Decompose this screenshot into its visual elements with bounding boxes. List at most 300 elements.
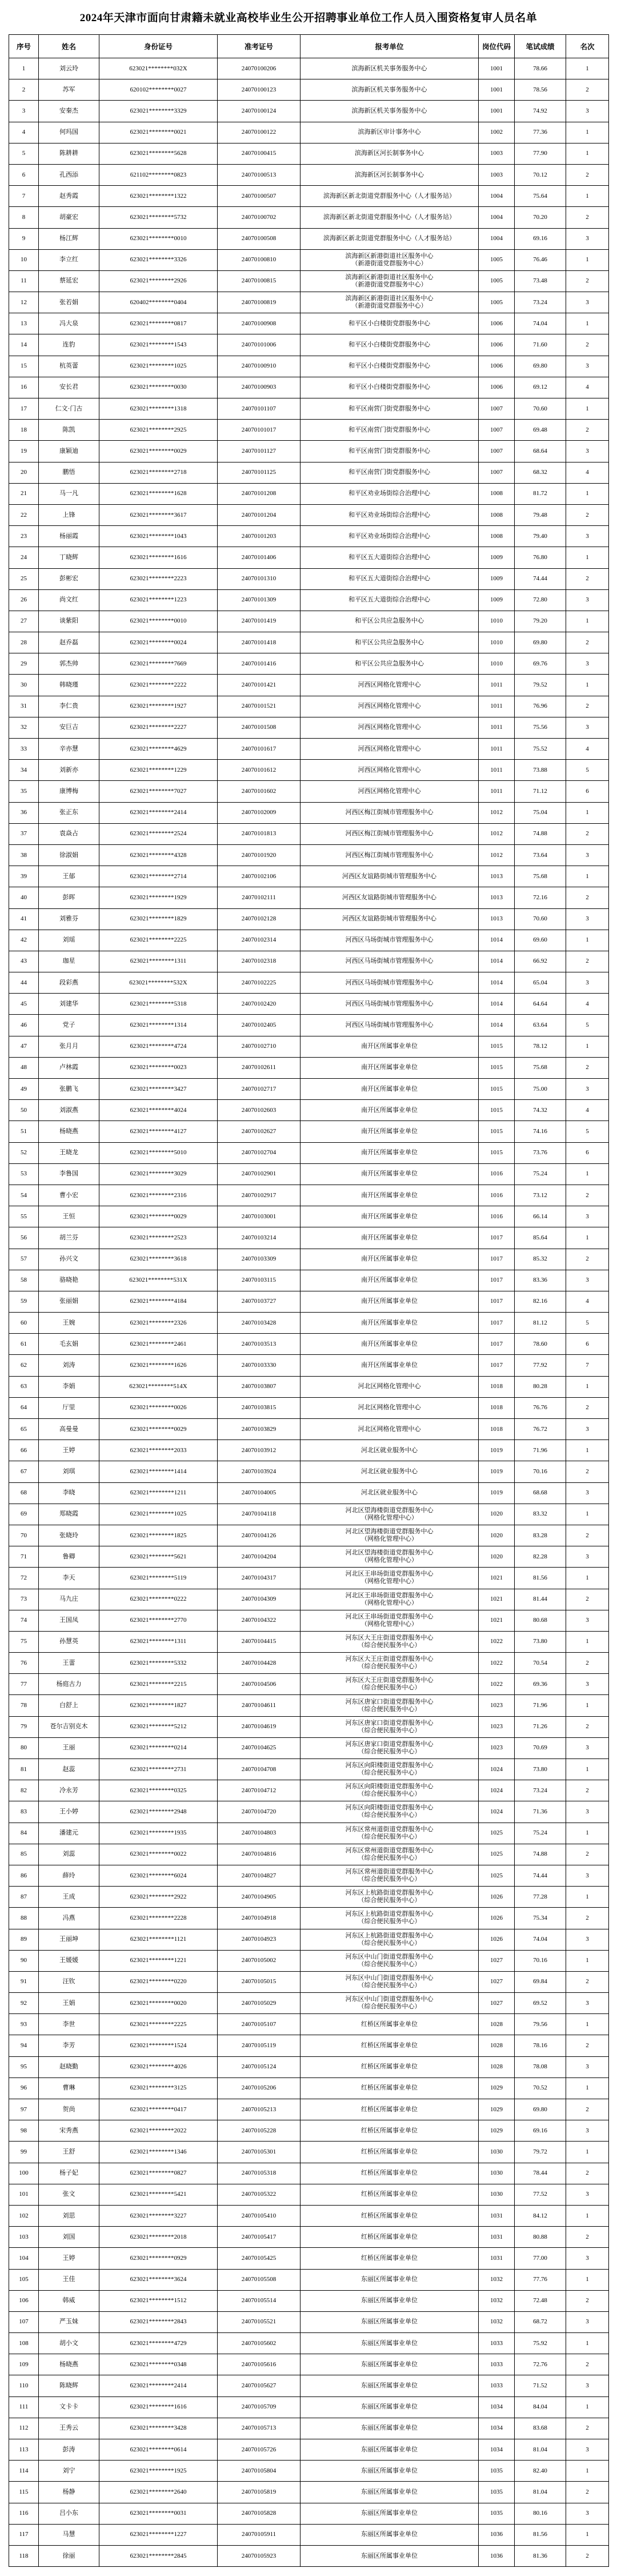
cell-rank: 1 <box>566 1950 609 1971</box>
cell-id: 623021********4184 <box>99 1291 218 1312</box>
cell-exam-no: 24070101813 <box>218 823 301 844</box>
cell-id: 623021********5119 <box>99 1568 218 1589</box>
cell-rank: 2 <box>566 568 609 589</box>
cell-id: 623021********2228 <box>99 1908 218 1929</box>
table-row <box>9 1908 609 1929</box>
cell-no: 36 <box>9 802 39 823</box>
table-row <box>9 2248 609 2269</box>
cell-score: 73.24 <box>515 292 566 313</box>
cell-id: 623021********0817 <box>99 313 218 334</box>
cell-exam-no: 24070102710 <box>218 1036 301 1057</box>
cell-post-code: 1011 <box>479 781 515 802</box>
cell-rank: 1 <box>566 1695 609 1716</box>
cell-id: 623021********1025 <box>99 356 218 377</box>
cell-no: 2 <box>9 79 39 101</box>
cell-score: 70.69 <box>515 1737 566 1758</box>
cell-rank: 3 <box>566 1482 609 1504</box>
cell-exam-no: 24070104118 <box>218 1504 301 1525</box>
cell-score: 69.80 <box>515 2099 566 2120</box>
cell-unit: 河东区常州道街道党群服务中心 （综合便民服务中心） <box>301 1865 479 1886</box>
cell-rank: 3 <box>566 972 609 994</box>
table-row <box>9 398 609 420</box>
cell-exam-no: 24070105923 <box>218 2545 301 2566</box>
table-row <box>9 2439 609 2461</box>
cell-id: 623021********3617 <box>99 504 218 525</box>
table-row <box>9 79 609 101</box>
cell-unit: 河东区大王庄街道党群服务中心 （综合便民服务中心） <box>301 1653 479 1674</box>
table-row <box>9 1993 609 2014</box>
table-row <box>9 504 609 525</box>
cell-score: 70.20 <box>515 207 566 228</box>
cell-id: 623021********4024 <box>99 1100 218 1121</box>
cell-no: 98 <box>9 2120 39 2142</box>
cell-rank: 3 <box>566 908 609 930</box>
table-row <box>9 1865 609 1886</box>
cell-name: 刘蕊 <box>39 1844 99 1865</box>
cell-name: 刘云玲 <box>39 58 99 79</box>
cell-name: 安长君 <box>39 377 99 398</box>
cell-no: 23 <box>9 526 39 547</box>
cell-name: 张丽娟 <box>39 1291 99 1312</box>
cell-id: 623021********5318 <box>99 994 218 1015</box>
cell-no: 110 <box>9 2375 39 2396</box>
table-row <box>9 1716 609 1737</box>
cell-no: 85 <box>9 1844 39 1865</box>
cell-name: 张正东 <box>39 802 99 823</box>
cell-score: 70.52 <box>515 2077 566 2099</box>
cell-score: 71.12 <box>515 781 566 802</box>
cell-score: 81.12 <box>515 1313 566 1334</box>
cell-score: 82.16 <box>515 1291 566 1312</box>
cell-score: 76.76 <box>515 1397 566 1418</box>
cell-name: 鹏悟 <box>39 462 99 483</box>
cell-score: 70.60 <box>515 398 566 420</box>
cell-no: 74 <box>9 1610 39 1631</box>
cell-unit: 河西区马场街城市管理服务中心 <box>301 1015 479 1036</box>
cell-post-code: 1018 <box>479 1376 515 1397</box>
table-row <box>9 2396 609 2418</box>
cell-exam-no: 24070100513 <box>218 164 301 185</box>
cell-rank: 2 <box>566 1249 609 1270</box>
cell-id: 623021********532X <box>99 972 218 994</box>
cell-no: 55 <box>9 1206 39 1227</box>
cell-unit: 南开区所属事业单位 <box>301 1057 479 1078</box>
cell-name: 彭彬宏 <box>39 568 99 589</box>
cell-exam-no: 24070103513 <box>218 1334 301 1355</box>
table-row <box>9 334 609 356</box>
cell-name: 赵秀霞 <box>39 186 99 207</box>
cell-rank: 1 <box>566 866 609 887</box>
table-row <box>9 547 609 568</box>
cell-rank: 1 <box>566 1376 609 1397</box>
cell-score: 81.04 <box>515 2482 566 2503</box>
cell-name: 珈星 <box>39 951 99 972</box>
cell-name: 吕小东 <box>39 2503 99 2524</box>
cell-unit: 南开区所属事业单位 <box>301 1249 479 1270</box>
cell-rank: 1 <box>566 2524 609 2545</box>
table-row <box>9 313 609 334</box>
cell-name: 韩威 <box>39 2290 99 2311</box>
cell-exam-no: 24070104720 <box>218 1801 301 1823</box>
cell-score: 76.46 <box>515 249 566 270</box>
table-row <box>9 2461 609 2482</box>
table-row <box>9 760 609 781</box>
table-row <box>9 1057 609 1078</box>
cell-exam-no: 24070103829 <box>218 1419 301 1440</box>
cell-post-code: 1025 <box>479 1865 515 1886</box>
cell-post-code: 1025 <box>479 1844 515 1865</box>
cell-post-code: 1017 <box>479 1249 515 1270</box>
cell-no: 67 <box>9 1461 39 1482</box>
cell-post-code: 1008 <box>479 526 515 547</box>
cell-unit: 河西区友谊路街城市管理服务中心 <box>301 887 479 908</box>
table-row <box>9 207 609 228</box>
cell-unit: 东丽区所属事业单位 <box>301 2375 479 2396</box>
cell-post-code: 1014 <box>479 930 515 951</box>
cell-id: 623021********3428 <box>99 2418 218 2439</box>
cell-name: 王婷 <box>39 2248 99 2269</box>
cell-score: 75.68 <box>515 866 566 887</box>
cell-score: 72.16 <box>515 887 566 908</box>
cell-unit: 和平区小白楼街党群服务中心 <box>301 377 479 398</box>
cell-post-code: 1028 <box>479 2014 515 2035</box>
cell-name: 李世 <box>39 2014 99 2035</box>
cell-exam-no: 24070101416 <box>218 653 301 675</box>
cell-rank: 2 <box>566 2545 609 2566</box>
table-row <box>9 2354 609 2375</box>
cell-rank: 4 <box>566 739 609 760</box>
cell-post-code: 1004 <box>479 207 515 228</box>
cell-post-code: 1015 <box>479 1079 515 1100</box>
cell-score: 69.12 <box>515 377 566 398</box>
cell-rank: 4 <box>566 377 609 398</box>
cell-unit: 滨海新区审计事务中心 <box>301 122 479 143</box>
cell-unit: 和平区小白楼街党群服务中心 <box>301 313 479 334</box>
cell-unit: 河西区马场街城市管理服务中心 <box>301 930 479 951</box>
table-row <box>9 1419 609 1440</box>
cell-id: 623021********1929 <box>99 887 218 908</box>
cell-exam-no: 24070102318 <box>218 951 301 972</box>
cell-no: 34 <box>9 760 39 781</box>
table-row <box>9 1610 609 1631</box>
cell-post-code: 1001 <box>479 79 515 101</box>
table-row <box>9 908 609 930</box>
cell-exam-no: 24070101006 <box>218 334 301 356</box>
cell-rank: 2 <box>566 1461 609 1482</box>
cell-score: 83.28 <box>515 1525 566 1546</box>
cell-exam-no: 24070105726 <box>218 2439 301 2461</box>
cell-unit: 南开区所属事业单位 <box>301 1206 479 1227</box>
cell-name: 彭晖 <box>39 887 99 908</box>
cell-no: 112 <box>9 2418 39 2439</box>
cell-no: 117 <box>9 2524 39 2545</box>
cell-score: 75.52 <box>515 739 566 760</box>
cell-rank: 1 <box>566 2269 609 2290</box>
cell-post-code: 1023 <box>479 1695 515 1716</box>
cell-rank: 1 <box>566 930 609 951</box>
cell-id: 623021********3618 <box>99 1249 218 1270</box>
cell-no: 11 <box>9 270 39 292</box>
cell-unit: 东丽区所属事业单位 <box>301 2354 479 2375</box>
cell-score: 68.72 <box>515 2311 566 2332</box>
cell-rank: 3 <box>566 1865 609 1886</box>
cell-post-code: 1017 <box>479 1334 515 1355</box>
cell-score: 72.48 <box>515 2290 566 2311</box>
table-row <box>9 2142 609 2163</box>
cell-unit: 河西区网格化管理中心 <box>301 717 479 738</box>
cell-no: 116 <box>9 2503 39 2524</box>
cell-post-code: 1026 <box>479 1908 515 1929</box>
cell-score: 82.40 <box>515 2461 566 2482</box>
cell-no: 114 <box>9 2461 39 2482</box>
cell-rank: 3 <box>566 526 609 547</box>
cell-exam-no: 24070101203 <box>218 526 301 547</box>
cell-exam-no: 24070102704 <box>218 1142 301 1163</box>
cell-id: 623021********4026 <box>99 2056 218 2077</box>
cell-rank: 1 <box>566 1163 609 1185</box>
cell-rank: 3 <box>566 653 609 675</box>
cell-score: 73.76 <box>515 1142 566 1163</box>
cell-no: 30 <box>9 675 39 696</box>
cell-unit: 河东区向阳楼街道党群服务中心 （综合便民服务中心） <box>301 1759 479 1780</box>
cell-no: 59 <box>9 1291 39 1312</box>
cell-id: 620402********0404 <box>99 292 218 313</box>
cell-unit: 河西区马场街城市管理服务中心 <box>301 972 479 994</box>
cell-exam-no: 24070105206 <box>218 2077 301 2099</box>
cell-score: 76.96 <box>515 696 566 717</box>
cell-rank: 2 <box>566 2035 609 2056</box>
cell-id: 623021********3029 <box>99 1163 218 1185</box>
cell-post-code: 1028 <box>479 2035 515 2056</box>
cell-name: 安巨吉 <box>39 717 99 738</box>
cell-no: 54 <box>9 1185 39 1206</box>
cell-id: 623021********514X <box>99 1376 218 1397</box>
cell-name: 冷永芳 <box>39 1780 99 1801</box>
cell-rank: 2 <box>566 504 609 525</box>
cell-post-code: 1026 <box>479 1887 515 1908</box>
cell-score: 84.04 <box>515 2396 566 2418</box>
cell-score: 79.48 <box>515 504 566 525</box>
cell-unit: 滨海新区机关事务服务中心 <box>301 101 479 122</box>
cell-name: 汪钦 <box>39 1971 99 1992</box>
cell-post-code: 1011 <box>479 675 515 696</box>
table-row <box>9 632 609 653</box>
cell-rank: 1 <box>566 1631 609 1652</box>
cell-id: 623021********1925 <box>99 2461 218 2482</box>
cell-id: 621102********0823 <box>99 164 218 185</box>
cell-rank: 4 <box>566 994 609 1015</box>
cell-exam-no: 24070103115 <box>218 1270 301 1291</box>
cell-no: 94 <box>9 2035 39 2056</box>
cell-name: 曹小宏 <box>39 1185 99 1206</box>
cell-score: 70.54 <box>515 1653 566 1674</box>
cell-post-code: 1005 <box>479 249 515 270</box>
cell-exam-no: 24070104905 <box>218 1887 301 1908</box>
cell-post-code: 1020 <box>479 1525 515 1546</box>
cell-rank: 1 <box>566 802 609 823</box>
cell-id: 623021********3624 <box>99 2269 218 2290</box>
cell-exam-no: 24070104506 <box>218 1674 301 1695</box>
cell-no: 64 <box>9 1397 39 1418</box>
cell-score: 73.12 <box>515 1185 566 1206</box>
cell-no: 75 <box>9 1631 39 1652</box>
cell-score: 71.52 <box>515 2375 566 2396</box>
cell-unit: 河东区唐家口街道党群服务中心 （综合便民服务中心） <box>301 1737 479 1758</box>
cell-name: 李晓 <box>39 1482 99 1504</box>
cell-name: 马慧 <box>39 2524 99 2545</box>
cell-rank: 2 <box>566 1844 609 1865</box>
cell-no: 19 <box>9 441 39 462</box>
cell-exam-no: 24070105015 <box>218 1971 301 1992</box>
cell-id: 623021********1626 <box>99 1355 218 1376</box>
cell-id: 623021********2731 <box>99 1759 218 1780</box>
cell-rank: 2 <box>566 1908 609 1929</box>
cell-name: 刘淑燕 <box>39 1100 99 1121</box>
cell-id: 623021********1829 <box>99 908 218 930</box>
cell-no: 102 <box>9 2205 39 2226</box>
cell-score: 74.44 <box>515 1865 566 1886</box>
cell-unit: 和平区公共应急服务中心 <box>301 611 479 632</box>
cell-post-code: 1001 <box>479 101 515 122</box>
cell-id: 623021********5332 <box>99 1653 218 1674</box>
cell-score: 83.36 <box>515 1270 566 1291</box>
cell-name: 胡兰芬 <box>39 1227 99 1249</box>
cell-unit: 河北区望海楼街道党群服务中心 （网格化管理中心） <box>301 1504 479 1525</box>
cell-id: 623021********531X <box>99 1270 218 1291</box>
cell-score: 76.72 <box>515 1419 566 1440</box>
cell-no: 96 <box>9 2077 39 2099</box>
cell-unit: 东丽区所属事业单位 <box>301 2333 479 2354</box>
cell-exam-no: 24070103815 <box>218 1397 301 1418</box>
table-row <box>9 2290 609 2311</box>
cell-unit: 和平区五大道街综合治理中心 <box>301 589 479 611</box>
cell-unit: 河东区唐家口街道党群服务中心 （综合便民服务中心） <box>301 1695 479 1716</box>
cell-post-code: 1015 <box>479 1121 515 1142</box>
table-row <box>9 951 609 972</box>
cell-no: 26 <box>9 589 39 611</box>
cell-unit: 河北区就业服务中心 <box>301 1482 479 1504</box>
cell-unit: 河西区梅江街城市管理服务中心 <box>301 802 479 823</box>
cell-rank: 1 <box>566 1759 609 1780</box>
table-row <box>9 483 609 504</box>
table-row <box>9 1695 609 1716</box>
table-row <box>9 1079 609 1100</box>
table-row <box>9 653 609 675</box>
cell-name: 蔡延宏 <box>39 270 99 292</box>
cell-no: 81 <box>9 1759 39 1780</box>
cell-no: 35 <box>9 781 39 802</box>
cell-rank: 5 <box>566 1121 609 1142</box>
cell-unit: 河东区上杭路街道党群服务中心 （综合便民服务中心） <box>301 1887 479 1908</box>
table-row <box>9 1674 609 1695</box>
cell-exam-no: 24070100903 <box>218 377 301 398</box>
cell-id: 623021********1121 <box>99 1929 218 1950</box>
cell-rank: 2 <box>566 2354 609 2375</box>
cell-no: 15 <box>9 356 39 377</box>
cell-score: 75.00 <box>515 1079 566 1100</box>
cell-post-code: 1016 <box>479 1206 515 1227</box>
cell-name: 杭英蕾 <box>39 356 99 377</box>
cell-rank: 3 <box>566 1801 609 1823</box>
cell-exam-no: 24070104204 <box>218 1546 301 1568</box>
cell-id: 623021********1223 <box>99 589 218 611</box>
cell-rank: 2 <box>566 164 609 185</box>
table-row <box>9 1142 609 1163</box>
cell-name: 徐丽 <box>39 2545 99 2566</box>
cell-rank: 1 <box>566 58 609 79</box>
cell-post-code: 1024 <box>479 1801 515 1823</box>
cell-exam-no: 24070102420 <box>218 994 301 1015</box>
table-row <box>9 356 609 377</box>
cell-score: 74.88 <box>515 823 566 844</box>
cell-name: 尚文红 <box>39 589 99 611</box>
cell-unit: 滨海新区机关事务服务中心 <box>301 79 479 101</box>
cell-rank: 3 <box>566 292 609 313</box>
cell-score: 77.52 <box>515 2184 566 2205</box>
cell-name: 刘雅芬 <box>39 908 99 930</box>
cell-id: 623021********0029 <box>99 1206 218 1227</box>
cell-name: 王丽 <box>39 1737 99 1758</box>
header-unit: 报考单位 <box>301 35 479 58</box>
cell-rank: 2 <box>566 2290 609 2311</box>
cell-no: 91 <box>9 1971 39 1992</box>
cell-id: 623021********3125 <box>99 2077 218 2099</box>
cell-unit: 河东区上杭路街道党群服务中心 （综合便民服务中心） <box>301 1929 479 1950</box>
table-row <box>9 887 609 908</box>
cell-id: 623021********2714 <box>99 866 218 887</box>
cell-name: 王婷 <box>39 1440 99 1461</box>
table-row <box>9 1036 609 1057</box>
cell-score: 70.16 <box>515 1461 566 1482</box>
cell-no: 45 <box>9 994 39 1015</box>
cell-no: 4 <box>9 122 39 143</box>
cell-exam-no: 24070102717 <box>218 1079 301 1100</box>
cell-name: 王恒 <box>39 1206 99 1227</box>
cell-rank: 2 <box>566 420 609 441</box>
cell-score: 79.56 <box>515 2014 566 2035</box>
cell-id: 623021********2640 <box>99 2482 218 2503</box>
cell-rank: 3 <box>566 1206 609 1227</box>
cell-rank: 2 <box>566 1653 609 1674</box>
cell-name: 冯大泉 <box>39 313 99 334</box>
cell-no: 16 <box>9 377 39 398</box>
cell-post-code: 1024 <box>479 1759 515 1780</box>
cell-id: 623021********2215 <box>99 1674 218 1695</box>
cell-post-code: 1024 <box>479 1780 515 1801</box>
cell-score: 69.80 <box>515 356 566 377</box>
cell-no: 46 <box>9 1015 39 1036</box>
cell-post-code: 1015 <box>479 1036 515 1057</box>
cell-no: 84 <box>9 1823 39 1844</box>
cell-no: 93 <box>9 2014 39 2035</box>
cell-exam-no: 24070105119 <box>218 2035 301 2056</box>
cell-unit: 东丽区所属事业单位 <box>301 2396 479 2418</box>
cell-score: 85.64 <box>515 1227 566 1249</box>
cell-unit: 南开区所属事业单位 <box>301 1270 479 1291</box>
cell-name: 李娟 <box>39 1376 99 1397</box>
cell-name: 王秀云 <box>39 2418 99 2439</box>
table-row <box>9 2333 609 2354</box>
cell-score: 75.24 <box>515 1823 566 1844</box>
cell-score: 78.16 <box>515 2035 566 2056</box>
cell-rank: 1 <box>566 2205 609 2226</box>
cell-unit: 河西区友谊路街城市管理服务中心 <box>301 866 479 887</box>
cell-id: 623021********0029 <box>99 1419 218 1440</box>
cell-id: 623021********032X <box>99 58 218 79</box>
cell-rank: 4 <box>566 462 609 483</box>
cell-no: 83 <box>9 1801 39 1823</box>
cell-unit: 红桥区所属事业单位 <box>301 2184 479 2205</box>
